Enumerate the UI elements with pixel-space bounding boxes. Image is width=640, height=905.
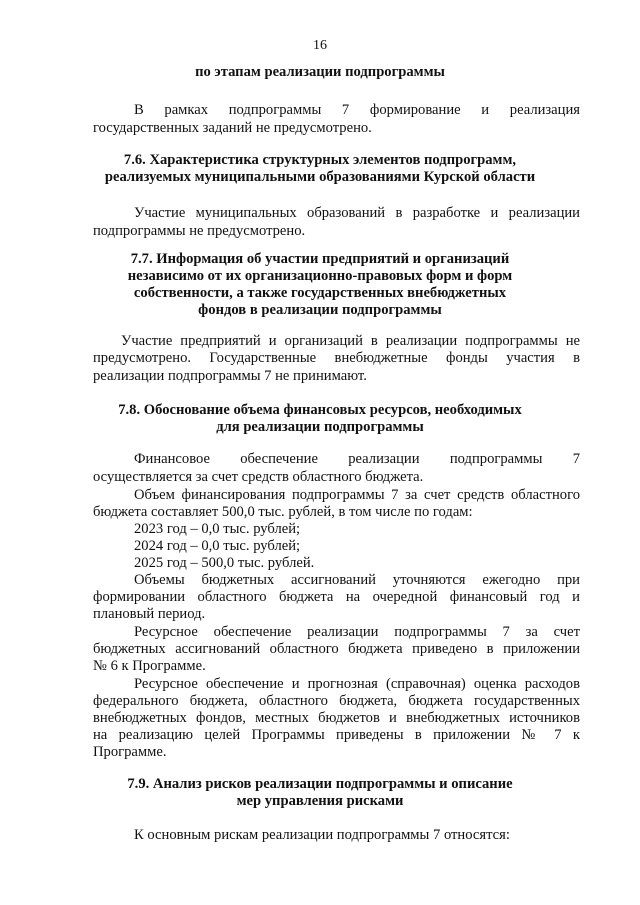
paragraph-line: В рамках подпрограммы 7 формирование и реализация: [134, 102, 580, 118]
section-heading-7-8: 7.8. Обоснование объема финансовых ресурсов, необходимых: [118, 402, 522, 418]
year-line: 2024 год – 0,0 тыс. рублей;: [134, 538, 301, 554]
section-heading-7-7: собственности, а также государственных внебюджетных: [133, 285, 507, 301]
section-heading-7-7: фондов в реализации подпрограммы: [198, 302, 442, 318]
paragraph-line: внебюджетных фондов, местных бюджетов и внебюджетных источников: [93, 710, 580, 726]
paragraph-line: Участие муниципальных образований в разработке и реализации: [134, 205, 580, 221]
year-line: 2023 год – 0,0 тыс. рублей;: [134, 521, 301, 537]
paragraph-line: Объемы бюджетных ассигнований уточняются ежегодно при: [134, 572, 580, 588]
section-heading-7-8: для реализации подпрограммы: [216, 419, 424, 435]
paragraph-line: бюджетных ассигнований областного бюджета приведено в приложении: [93, 641, 580, 657]
paragraph-line: Финансовое обеспечение реализации подпрограммы 7: [134, 451, 580, 467]
page-number: 16: [313, 38, 327, 53]
year-line: 2025 год – 500,0 тыс. рублей.: [134, 555, 315, 571]
paragraph-line: плановый период.: [93, 606, 206, 622]
section-heading-continuation: по этапам реализации подпрограммы: [195, 64, 445, 80]
paragraph-line: формировании областного бюджета на очередной финансовый год и: [93, 589, 580, 605]
paragraph-line: предусмотрено. Государственные внебюджетные фонды участия в: [93, 350, 580, 366]
section-heading-7-6: 7.6. Характеристика структурных элементов подпрограмм,: [123, 152, 517, 168]
paragraph-line: государственных заданий не предусмотрено.: [93, 120, 372, 136]
section-heading-7-6: реализуемых муниципальными образованиями Курской области: [104, 169, 536, 185]
paragraph-line: реализации подпрограммы 7 не принимают.: [93, 368, 367, 384]
paragraph-line: К основным рискам реализации подпрограммы 7 относятся:: [134, 827, 510, 843]
paragraph-line: подпрограммы не предусмотрено.: [93, 223, 306, 239]
section-heading-7-9: 7.9. Анализ рисков реализации подпрограммы и описание: [127, 776, 513, 792]
section-heading-7-9: мер управления рисками: [236, 793, 404, 809]
paragraph-line: Участие предприятий и организаций в реализации подпрограммы не: [121, 333, 580, 349]
section-heading-7-7: 7.7. Информация об участии предприятий и организаций: [130, 251, 510, 267]
paragraph-line: на реализацию целей Программы приведены в приложении № 7 к: [93, 727, 580, 743]
paragraph-line: Ресурсное обеспечение и прогнозная (справочная) оценка расходов: [134, 676, 580, 692]
paragraph-line: бюджета составляет 500,0 тыс. рублей, в том числе по годам:: [93, 504, 473, 520]
paragraph-line: Объем финансирования подпрограммы 7 за счет средств областного: [134, 487, 580, 503]
paragraph-line: Программе.: [93, 744, 167, 760]
paragraph-line: осуществляется за счет средств областного бюджета.: [93, 469, 424, 485]
section-heading-7-7: независимо от их организационно-правовых форм и форм: [127, 268, 513, 284]
paragraph-line: Ресурсное обеспечение реализации подпрограммы 7 за счет: [134, 624, 580, 640]
paragraph-line: № 6 к Программе.: [93, 658, 206, 674]
paragraph-line: федерального бюджета, областного бюджета, бюджета государственных: [93, 693, 580, 709]
